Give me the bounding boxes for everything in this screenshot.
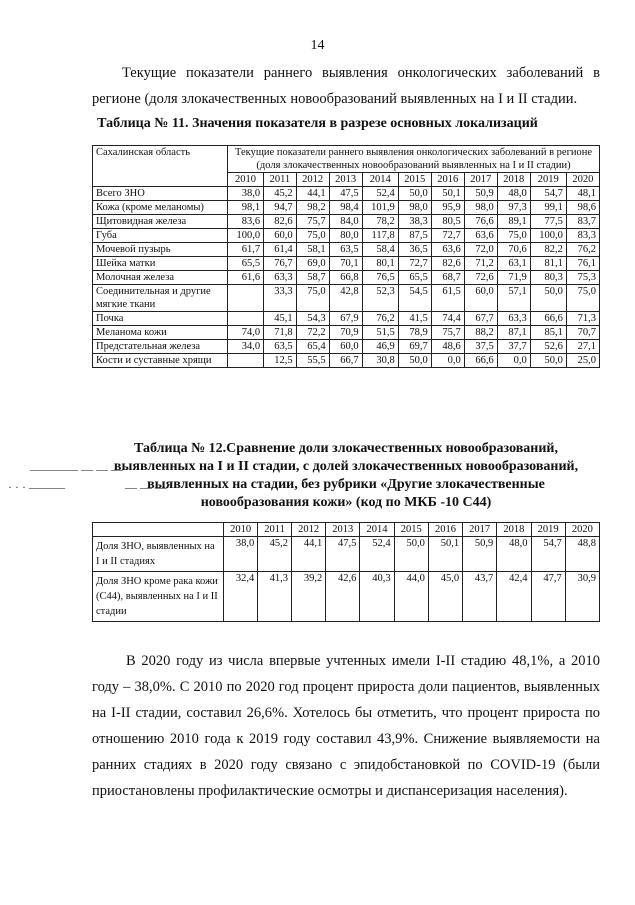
table-cell: 76,5	[362, 271, 398, 285]
table-cell: 52,4	[362, 187, 398, 201]
table-cell: 83,7	[566, 215, 599, 229]
row-label: Кожа (кроме меланомы)	[93, 201, 228, 215]
table11-year-2010: 2010	[228, 173, 264, 187]
table-cell: 63,3	[264, 271, 297, 285]
table-11	[92, 145, 600, 368]
table-row	[93, 201, 600, 215]
table-cell: 80,0	[329, 229, 362, 243]
table12-year-2016: 2016	[428, 523, 462, 537]
table-cell: 98,2	[296, 201, 329, 215]
table-cell: 98,1	[228, 201, 264, 215]
table-cell: 81,1	[530, 257, 566, 271]
row-label: Предстательная железа	[93, 340, 228, 354]
table-cell: 47,7	[531, 572, 565, 622]
table-cell: 66,8	[329, 271, 362, 285]
table-cell: 50,0	[398, 187, 431, 201]
table12-year-2017: 2017	[463, 523, 497, 537]
row-label: Всего ЗНО	[93, 187, 228, 201]
table12-title-line-4: новообразования кожи» (код по МКБ -10 С44)	[200, 495, 492, 510]
table-cell: 61,6	[228, 271, 264, 285]
table-cell: 71,3	[566, 312, 599, 326]
table11-year-2013: 2013	[329, 173, 362, 187]
row-label: Меланома кожи	[93, 326, 228, 340]
table-cell: 98,0	[398, 201, 431, 215]
table-cell: 89,1	[497, 215, 530, 229]
table-cell: 54,3	[296, 312, 329, 326]
table-cell: 60,0	[264, 229, 297, 243]
table-cell: 99,1	[530, 201, 566, 215]
body-paragraph: В 2020 году из числа впервые учтенных имели I-II стадию 48,1%, а 2010 году – 38,0%. С 2010 по 2020 год процент прироста доли пациентов, выявленных на I-II стадии, составил 26,6%. Хотелось бы отметить, что процент прироста по отношению 2010 года к 2019 году составил 43,9%. Снижение выявляемости на ранних стадиях в 2020 году связано с эпидобстановкой по COVID-19 (были приостановлены профилактические осмотры и диспансеризация населения).	[92, 653, 600, 799]
table-cell: 58,1	[296, 243, 329, 257]
table-cell: 36,5	[398, 243, 431, 257]
table12-year-2019: 2019	[531, 523, 565, 537]
table-cell: 41,5	[398, 312, 431, 326]
table-cell: 42,8	[329, 285, 362, 312]
table-row	[93, 257, 600, 271]
table-cell: 63,5	[264, 340, 297, 354]
table-row	[93, 229, 600, 243]
table12-years-row	[93, 523, 600, 537]
table-cell: 48,0	[497, 187, 530, 201]
table12-year-2013: 2013	[326, 523, 360, 537]
table-cell: 63,3	[497, 312, 530, 326]
table-cell: 63,6	[431, 243, 464, 257]
table-cell: 76,2	[362, 312, 398, 326]
table-cell: 95,9	[431, 201, 464, 215]
table-cell: 98,6	[566, 201, 599, 215]
table-cell: 72,6	[464, 271, 497, 285]
table-cell: 54,7	[530, 187, 566, 201]
table-cell: 12,5	[264, 354, 297, 368]
table-cell: 83,6	[228, 215, 264, 229]
table-cell: 45,2	[258, 537, 292, 572]
table12-title-line-3: выявленных на стадии, без рубрики «Другие злокачественные	[147, 477, 545, 492]
table-cell: 76,7	[264, 257, 297, 271]
table-cell: 69,7	[398, 340, 431, 354]
table-cell: 75,0	[296, 285, 329, 312]
table-cell: 42,6	[326, 572, 360, 622]
table-cell	[228, 354, 264, 368]
table12-year-2012: 2012	[291, 523, 325, 537]
table-cell: 45,1	[264, 312, 297, 326]
table-cell: 50,9	[463, 537, 497, 572]
table11-year-2011: 2011	[264, 173, 297, 187]
table-cell: 71,9	[497, 271, 530, 285]
table-cell: 82,6	[431, 257, 464, 271]
table-cell: 66,7	[329, 354, 362, 368]
table-cell: 72,0	[464, 243, 497, 257]
table-cell	[228, 285, 264, 312]
table-cell: 65,5	[398, 271, 431, 285]
table-cell: 43,7	[463, 572, 497, 622]
table-12	[92, 522, 600, 622]
table-cell: 74,4	[431, 312, 464, 326]
table-cell: 48,8	[565, 537, 599, 572]
row-label: Щитовидная железа	[93, 215, 228, 229]
table-cell: 78,9	[398, 326, 431, 340]
table-cell: 34,0	[228, 340, 264, 354]
table-cell: 72,7	[431, 229, 464, 243]
table-cell: 76,1	[566, 257, 599, 271]
table-cell: 52,6	[530, 340, 566, 354]
table-cell: 50,1	[431, 187, 464, 201]
table12-year-2020: 2020	[565, 523, 599, 537]
table-cell: 70,1	[329, 257, 362, 271]
table-cell: 63,1	[497, 257, 530, 271]
table-cell: 98,4	[329, 201, 362, 215]
table11-year-2017: 2017	[464, 173, 497, 187]
table11-year-2020: 2020	[566, 173, 599, 187]
table-cell: 74,0	[228, 326, 264, 340]
table12-year-2010: 2010	[224, 523, 258, 537]
table-row	[93, 187, 600, 201]
table-cell: 38,3	[398, 215, 431, 229]
table-cell: 58,4	[362, 243, 398, 257]
row-label: Шейка матки	[93, 257, 228, 271]
table-cell: 67,7	[464, 312, 497, 326]
table-cell: 27,1	[566, 340, 599, 354]
table-row	[93, 572, 600, 622]
table-cell: 39,2	[291, 572, 325, 622]
table-cell: 50,0	[530, 354, 566, 368]
table-cell: 88,2	[464, 326, 497, 340]
table-cell: 66,6	[464, 354, 497, 368]
table-cell: 69,0	[296, 257, 329, 271]
intro-text	[92, 60, 600, 112]
table-cell: 46,9	[362, 340, 398, 354]
table-cell: 38,0	[224, 537, 258, 572]
table-cell: 85,1	[530, 326, 566, 340]
table-cell: 25,0	[566, 354, 599, 368]
table-cell: 76,6	[464, 215, 497, 229]
row-label: Молочная железа	[93, 271, 228, 285]
row-label: Почка	[93, 312, 228, 326]
table-cell	[228, 312, 264, 326]
table12-year-2011: 2011	[258, 523, 292, 537]
table11-year-2012: 2012	[296, 173, 329, 187]
body-text	[92, 648, 600, 804]
table-cell: 33,3	[264, 285, 297, 312]
table-cell: 70,6	[497, 243, 530, 257]
table-cell: 37,7	[497, 340, 530, 354]
row-label: Доля ЗНО кроме рака кожи (С44), выявленных на I и II стадии	[93, 572, 224, 622]
table-cell: 44,1	[296, 187, 329, 201]
table-cell: 75,3	[566, 271, 599, 285]
table-cell: 78,2	[362, 215, 398, 229]
table-cell: 58,7	[296, 271, 329, 285]
table-cell: 41,3	[258, 572, 292, 622]
table-cell: 32,4	[224, 572, 258, 622]
table-cell: 60,0	[329, 340, 362, 354]
table-cell: 40,3	[360, 572, 394, 622]
table-row	[93, 326, 600, 340]
table-cell: 50,1	[428, 537, 462, 572]
table-cell: 80,5	[431, 215, 464, 229]
table12-title	[92, 440, 600, 512]
table-cell: 44,0	[394, 572, 428, 622]
table-cell: 82,2	[530, 243, 566, 257]
table-cell: 75,0	[497, 229, 530, 243]
table-cell: 37,5	[464, 340, 497, 354]
table-cell: 51,5	[362, 326, 398, 340]
table-cell: 30,9	[565, 572, 599, 622]
table-cell: 48,1	[566, 187, 599, 201]
table12-corner-cell	[93, 523, 224, 537]
table-cell: 75,7	[296, 215, 329, 229]
table-cell: 42,4	[497, 572, 531, 622]
table-cell: 47,5	[329, 187, 362, 201]
table-row	[93, 312, 600, 326]
table-cell: 44,1	[291, 537, 325, 572]
table-cell: 75,0	[566, 285, 599, 312]
table-cell: 83,3	[566, 229, 599, 243]
table-cell: 100,0	[228, 229, 264, 243]
table-cell: 38,0	[228, 187, 264, 201]
table11-year-2014: 2014	[362, 173, 398, 187]
table-cell: 75,7	[431, 326, 464, 340]
table11-year-2018: 2018	[497, 173, 530, 187]
row-label: Мочевой пузырь	[93, 243, 228, 257]
table-cell: 52,3	[362, 285, 398, 312]
table-row	[93, 215, 600, 229]
table-cell: 55,5	[296, 354, 329, 368]
table-cell: 63,5	[329, 243, 362, 257]
table-cell: 50,0	[398, 354, 431, 368]
table12-title-line-1: Таблица № 12.Сравнение доли злокачественных новообразований,	[133, 441, 558, 456]
table-cell: 61,7	[228, 243, 264, 257]
table-cell: 0,0	[497, 354, 530, 368]
table-cell: 75,0	[296, 229, 329, 243]
table-cell: 48,6	[431, 340, 464, 354]
intro-line-2: регионе (доля злокачественных новообразований выявленных на I и II стадии.	[92, 91, 578, 107]
table-cell: 71,2	[464, 257, 497, 271]
table-row	[93, 537, 600, 572]
table-cell: 60,0	[464, 285, 497, 312]
table-cell: 45,2	[264, 187, 297, 201]
table-cell: 101,9	[362, 201, 398, 215]
intro-line-1: Текущие показатели раннего выявления онкологических заболеваний в	[122, 65, 600, 81]
table12-year-2015: 2015	[394, 523, 428, 537]
table-cell: 84,0	[329, 215, 362, 229]
row-label: Доля ЗНО, выявленных на I и II стадиях	[93, 537, 224, 572]
table11-main-header: Текущие показатели раннего выявления онкологических заболеваний в регионе (доля злокачественных новообразований выявленных на I и II стадии)	[228, 146, 600, 173]
table-cell: 82,6	[264, 215, 297, 229]
table-cell: 30,8	[362, 354, 398, 368]
table11-region-header: Сахалинская область	[93, 146, 228, 187]
row-label: Губа	[93, 229, 228, 243]
table-cell: 66,6	[530, 312, 566, 326]
table-row	[93, 243, 600, 257]
table-row	[93, 285, 600, 312]
table-row	[93, 340, 600, 354]
table-cell: 54,7	[531, 537, 565, 572]
table-cell: 100,0	[530, 229, 566, 243]
table12-year-2014: 2014	[360, 523, 394, 537]
table-cell: 63,6	[464, 229, 497, 243]
table-cell: 97,3	[497, 201, 530, 215]
scan-dash-marks: ———— — — — · · · ——— — — —	[8, 462, 167, 494]
table-row	[93, 271, 600, 285]
table11-title: Таблица № 11. Значения показателя в разрезе основных локализаций	[97, 116, 538, 131]
table12-year-2018: 2018	[497, 523, 531, 537]
table-cell: 47,5	[326, 537, 360, 572]
table-cell: 52,4	[360, 537, 394, 572]
row-label: Соединительная и другие мягкие ткани	[93, 285, 228, 312]
table12-title-line-2: выявленных на I и II стадии, с долей злокачественных новообразований,	[113, 459, 579, 474]
table-cell: 87,1	[497, 326, 530, 340]
table-cell: 45,0	[428, 572, 462, 622]
table-cell: 76,2	[566, 243, 599, 257]
table-cell: 70,9	[329, 326, 362, 340]
table-cell: 50,9	[464, 187, 497, 201]
table-cell: 77,5	[530, 215, 566, 229]
table-cell: 80,1	[362, 257, 398, 271]
table-cell: 61,4	[264, 243, 297, 257]
table-cell: 72,7	[398, 257, 431, 271]
table-cell: 70,7	[566, 326, 599, 340]
table-cell: 0,0	[431, 354, 464, 368]
table11-year-2016: 2016	[431, 173, 464, 187]
table11-year-2019: 2019	[530, 173, 566, 187]
table-cell: 67,9	[329, 312, 362, 326]
table-cell: 65,5	[228, 257, 264, 271]
row-label: Кости и суставные хрящи	[93, 354, 228, 368]
table-cell: 117,8	[362, 229, 398, 243]
table-cell: 50,0	[530, 285, 566, 312]
table-cell: 50,0	[394, 537, 428, 572]
table-cell: 57,1	[497, 285, 530, 312]
table11-year-2015: 2015	[398, 173, 431, 187]
table-cell: 87,5	[398, 229, 431, 243]
table-row	[93, 354, 600, 368]
table-cell: 61,5	[431, 285, 464, 312]
table-cell: 72,2	[296, 326, 329, 340]
table-cell: 71,8	[264, 326, 297, 340]
table-cell: 94,7	[264, 201, 297, 215]
table-cell: 48,0	[497, 537, 531, 572]
table-cell: 68,7	[431, 271, 464, 285]
table-cell: 98,0	[464, 201, 497, 215]
table-cell: 80,3	[530, 271, 566, 285]
table-cell: 65,4	[296, 340, 329, 354]
page-number: 14	[310, 38, 325, 53]
table-cell: 54,5	[398, 285, 431, 312]
